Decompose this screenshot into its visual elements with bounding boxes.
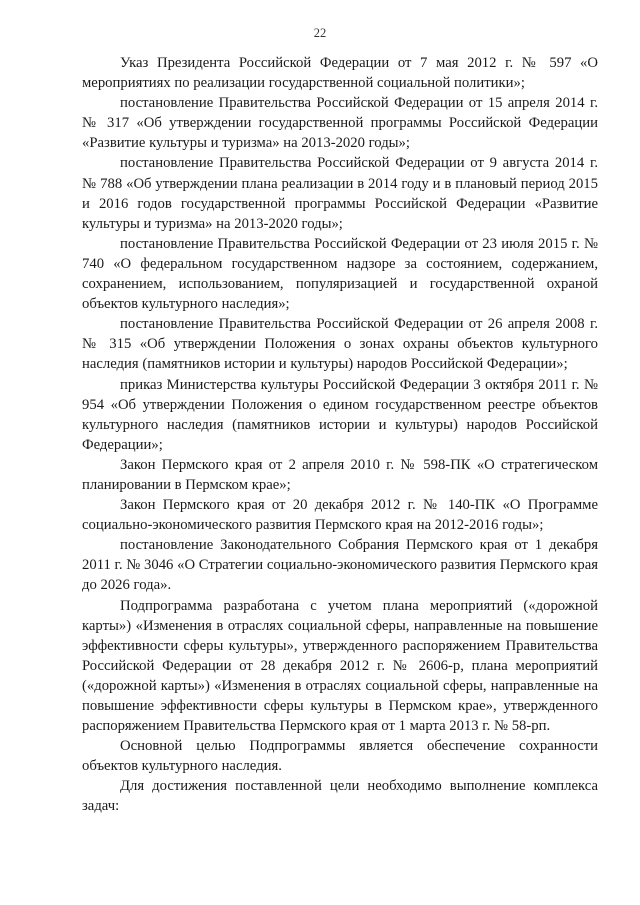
- paragraph-perm-law-598: Закон Пермского края от 2 апреля 2010 г. № 598-ПК «О стратегическом планировании в Пермском крае»;: [82, 456, 598, 493]
- paragraph-tasks-intro: Для достижения поставленной цели необходимо выполнение комплекса задач:: [82, 778, 598, 815]
- paragraph-roadmap-basis: Подпрограмма разработана с учетом плана мероприятий («дорожной карты») «Изменения в отраслях социальной сферы, направленные на повышение эффективности сферы культуры», утвержденного распоряжением Правительства Российской Федерации от 28 декабря 2012 г. № 2606-р, плана мероприятий («дорожной карты») «Изменения в отраслях социальной сферы, направленные на повышение эффективности сферы культуры в Пермском крае», утвержденного распоряжением Правительства Пермского края от 1 марта 2013 г. № 58-рп.: [82, 597, 598, 735]
- paragraph-assembly-resolution-3046: постановление Законодательного Собрания Пермского края от 1 декабря 2011 г. № 3046 «О Стратегии социально-экономического развития Пермского края до 2026 года».: [82, 537, 598, 594]
- paragraph-government-resolution-740: постановление Правительства Российской Федерации от 23 июля 2015 г. № 740 «О федеральном государственном надзоре за состоянием, содержанием, сохранением, использованием, популяризацией и государственной охраной объектов культурного наследия»;: [82, 235, 598, 313]
- document-body: [82, 53, 598, 817]
- paragraph-government-resolution-317: постановление Правительства Российской Федерации от 15 апреля 2014 г. № 317 «Об утверждении государственной программы Российской Федерации «Развитие культуры и туризма» на 2013-2020 годы»;: [82, 95, 598, 152]
- paragraph-ministry-order-954: приказ Министерства культуры Российской Федерации 3 октября 2011 г. № 954 «Об утверждении Положения о едином государственном реестре объектов культурного наследия (памятников истории и культуры) народов Российской Федерации»;: [82, 376, 598, 453]
- page-number: 22: [313, 26, 327, 40]
- paragraph-government-resolution-788: постановление Правительства Российской Федерации от 9 августа 2014 г. № 788 «Об утверждении плана реализации в 2014 году и в плановый период 2015 и 2016 годов государственной программы Российской Федерации «Развитие культуры и туризма» на 2013-2020 годы»;: [82, 155, 598, 232]
- paragraph-government-resolution-315: постановление Правительства Российской Федерации от 26 апреля 2008 г. № 315 «Об утверждении Положения о зонах охраны объектов культурного наследия (памятников истории и культуры) народов Российской Федерации»;: [82, 316, 598, 373]
- paragraph-main-goal: Основной целью Подпрограммы является обеспечение сохранности объектов культурного наследия.: [82, 738, 598, 775]
- paragraph-presidential-decree: Указ Президента Российской Федерации от 7 мая 2012 г. № 597 «О мероприятиях по реализации государственной социальной политики»;: [82, 55, 598, 92]
- paragraph-perm-law-140: Закон Пермского края от 20 декабря 2012 г. № 140-ПК «О Программе социально-экономического развития Пермского края на 2012-2016 годы»;: [82, 497, 598, 534]
